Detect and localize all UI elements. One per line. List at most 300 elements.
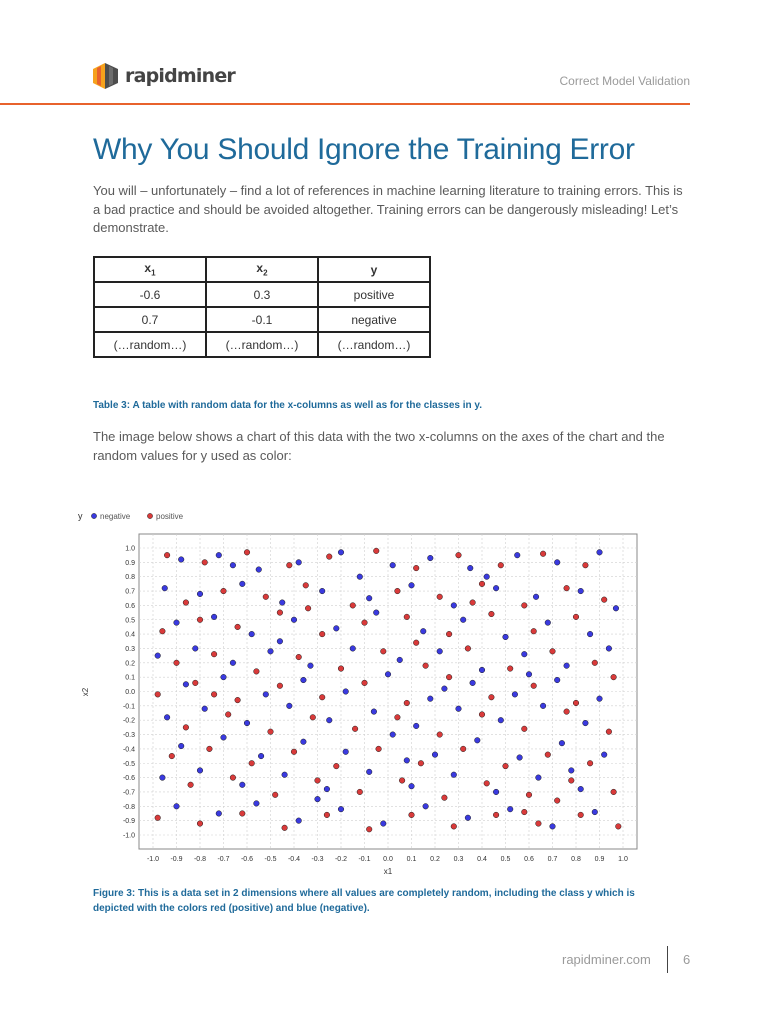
data-point-negative: [404, 758, 410, 764]
data-point-negative: [428, 696, 434, 702]
data-point-negative: [587, 631, 593, 637]
x-tick-label: 0.6: [524, 856, 534, 863]
data-point-negative: [564, 663, 570, 669]
data-point-positive: [536, 821, 542, 827]
x-tick-label: 0.3: [453, 856, 464, 863]
data-point-positive: [263, 594, 269, 600]
table-row: [94, 307, 430, 332]
x-axis-label: x1: [383, 867, 393, 876]
data-point-negative: [308, 663, 314, 669]
legend-marker: [91, 513, 96, 518]
data-point-positive: [399, 778, 405, 784]
table-cell: 0.7: [94, 307, 206, 332]
y-tick-label: 0.4: [125, 631, 135, 639]
data-point-negative: [578, 588, 584, 594]
data-point-negative: [249, 631, 255, 637]
data-point-negative: [240, 782, 246, 788]
data-point-positive: [202, 560, 208, 566]
x-tick-label: -0.5: [264, 856, 277, 863]
y-tick-label: -0.9: [122, 818, 135, 826]
data-point-positive: [183, 725, 189, 731]
data-point-negative: [545, 620, 551, 626]
data-point-negative: [178, 557, 184, 563]
data-point-negative: [155, 653, 161, 659]
data-point-positive: [616, 824, 622, 830]
y-axis-label: x2: [81, 687, 90, 697]
data-point-positive: [479, 581, 485, 587]
data-point-negative: [601, 752, 607, 758]
data-point-negative: [409, 583, 415, 589]
data-point-positive: [319, 631, 325, 637]
data-point-negative: [442, 686, 448, 692]
data-point-positive: [155, 815, 161, 821]
x-tick-label: 1.0: [618, 856, 628, 863]
data-point-negative: [413, 723, 419, 729]
data-point-positive: [587, 760, 593, 766]
data-point-negative: [258, 753, 264, 759]
data-point-negative: [315, 796, 321, 802]
data-point-positive: [211, 651, 217, 657]
x-tick-label: -0.7: [217, 856, 230, 863]
data-point-negative: [183, 682, 189, 688]
data-point-positive: [357, 789, 363, 795]
data-point-positive: [326, 554, 332, 560]
y-tick-label: -0.7: [122, 789, 135, 797]
data-point-negative: [385, 671, 391, 677]
data-point-negative: [319, 588, 325, 594]
data-point-negative: [428, 555, 434, 561]
data-point-negative: [390, 562, 396, 568]
data-point-negative: [397, 657, 403, 663]
data-point-positive: [413, 565, 419, 571]
data-point-negative: [559, 740, 565, 746]
table-cell: (…random…): [94, 332, 206, 357]
data-point-negative: [484, 574, 490, 580]
data-point-positive: [404, 614, 410, 620]
x-tick-label: -0.4: [287, 856, 301, 863]
data-point-positive: [611, 674, 617, 680]
data-point-negative: [554, 560, 560, 566]
data-point-negative: [470, 680, 476, 686]
data-point-positive: [319, 694, 325, 700]
data-point-positive: [268, 729, 274, 735]
data-point-positive: [230, 775, 236, 781]
data-point-positive: [413, 640, 419, 646]
data-point-positive: [324, 812, 330, 818]
data-point-positive: [211, 692, 217, 698]
data-point-negative: [569, 768, 575, 774]
data-point-negative: [475, 737, 481, 743]
data-point-positive: [174, 660, 180, 666]
x-tick-label: -0.2: [334, 856, 348, 863]
data-point-positive: [578, 812, 584, 818]
y-tick-label: 0.9: [125, 559, 135, 567]
x-tick-label: 0.0: [383, 856, 393, 863]
data-point-negative: [460, 617, 466, 623]
data-point-positive: [395, 715, 401, 721]
data-point-positive: [287, 562, 293, 568]
data-point-positive: [373, 548, 379, 554]
data-point-positive: [164, 552, 170, 558]
data-point-positive: [540, 551, 546, 557]
data-point-negative: [517, 755, 523, 761]
x-tick-label: 0.1: [406, 856, 417, 863]
page-number: 6: [683, 952, 691, 967]
data-point-negative: [533, 594, 539, 600]
x-tick-label: -0.8: [193, 856, 207, 863]
column-header-y: y: [318, 257, 430, 282]
data-point-negative: [193, 646, 199, 652]
data-point-negative: [409, 783, 415, 789]
y-tick-label: 0.0: [125, 689, 135, 696]
data-point-positive: [503, 763, 509, 769]
footer-divider: [667, 946, 668, 973]
table-cell: (…random…): [206, 332, 318, 357]
y-tick-label: -0.6: [122, 775, 135, 783]
x-tick-label: 0.8: [571, 856, 581, 863]
data-point-negative: [197, 591, 203, 597]
data-point-negative: [254, 801, 260, 807]
data-point-negative: [326, 717, 332, 723]
data-point-negative: [606, 646, 612, 652]
data-point-negative: [366, 595, 372, 601]
data-point-positive: [197, 617, 203, 623]
data-point-positive: [493, 812, 499, 818]
data-point-positive: [606, 729, 612, 735]
data-point-negative: [263, 692, 269, 698]
data-point-negative: [277, 638, 283, 644]
data-point-positive: [601, 597, 607, 603]
data-point-positive: [446, 674, 452, 680]
data-point-positive: [498, 562, 504, 568]
data-point-positive: [244, 550, 250, 556]
legend-label: negative: [100, 512, 131, 521]
data-point-negative: [357, 574, 363, 580]
data-point-positive: [381, 649, 387, 655]
data-point-positive: [526, 792, 532, 798]
data-point-positive: [334, 763, 340, 769]
data-point-negative: [550, 824, 556, 830]
data-point-negative: [390, 732, 396, 738]
column-header-x1: $x_1$: [94, 257, 206, 282]
data-point-negative: [451, 772, 457, 778]
data-point-negative: [279, 600, 285, 606]
y-tick-label: -1.0: [122, 832, 135, 840]
data-point-positive: [277, 683, 283, 689]
y-tick-label: 0.1: [125, 674, 135, 682]
data-point-negative: [160, 775, 166, 781]
y-axis-ticks: [123, 546, 135, 840]
figure-caption: Figure 3: This is a data set in 2 dimensions where all values are completely random, including the class y which is depicted with the colors red (positive) and blue (negative).: [93, 888, 635, 914]
data-point-positive: [437, 732, 443, 738]
data-point-negative: [216, 811, 222, 817]
data-point-positive: [362, 680, 368, 686]
data-point-negative: [467, 565, 473, 571]
data-point-negative: [230, 562, 236, 568]
data-point-negative: [597, 550, 603, 556]
x-tick-label: -0.6: [240, 856, 254, 863]
data-point-positive: [272, 792, 278, 798]
data-point-negative: [174, 620, 180, 626]
data-point-positive: [554, 798, 560, 804]
legend-label: positive: [156, 512, 184, 521]
data-point-negative: [178, 743, 184, 749]
legend-marker: [147, 513, 152, 518]
data-point-negative: [479, 667, 485, 673]
x-tick-label: 0.4: [477, 856, 487, 863]
data-point-positive: [188, 782, 194, 788]
table-cell: negative: [318, 307, 430, 332]
table-cell: -0.6: [94, 282, 206, 307]
y-tick-label: 1.0: [125, 545, 135, 553]
data-point-positive: [564, 585, 570, 591]
x-tick-label: -1.0: [146, 856, 160, 863]
data-point-positive: [366, 826, 372, 832]
data-point-negative: [202, 706, 208, 712]
data-point-positive: [169, 753, 175, 759]
data-point-negative: [493, 789, 499, 795]
y-tick-label: -0.8: [122, 803, 135, 811]
data-point-positive: [160, 628, 166, 634]
data-point-positive: [437, 594, 443, 600]
data-point-negative: [540, 703, 546, 709]
data-point-positive: [310, 715, 316, 721]
data-point-negative: [221, 735, 227, 741]
data-point-negative: [432, 752, 438, 758]
data-point-negative: [211, 614, 217, 620]
data-point-positive: [296, 654, 302, 660]
x-tick-label: -0.9: [170, 856, 183, 863]
data-point-positive: [522, 726, 528, 732]
data-point-negative: [338, 806, 344, 812]
data-point-negative: [256, 567, 262, 573]
data-point-negative: [296, 818, 302, 824]
data-point-positive: [362, 620, 368, 626]
table-row: [94, 332, 430, 357]
data-point-negative: [456, 706, 462, 712]
data-point-positive: [305, 605, 311, 611]
data-point-positive: [277, 610, 283, 616]
data-point-positive: [291, 749, 297, 755]
data-point-positive: [522, 809, 528, 815]
data-point-positive: [235, 697, 241, 703]
data-point-negative: [197, 768, 203, 774]
data-point-negative: [597, 696, 603, 702]
data-point-negative: [514, 552, 520, 558]
data-point-positive: [545, 752, 551, 758]
data-point-positive: [282, 825, 288, 831]
y-tick-label: 0.8: [125, 574, 135, 582]
data-point-positive: [423, 663, 429, 669]
data-point-negative: [162, 585, 168, 591]
data-point-positive: [522, 603, 528, 609]
data-point-positive: [155, 692, 161, 698]
table-cell: 0.3: [206, 282, 318, 307]
data-point-positive: [254, 669, 260, 675]
y-tick-label: 0.5: [125, 617, 135, 625]
data-point-negative: [301, 739, 307, 745]
data-point-negative: [554, 677, 560, 683]
data-point-negative: [493, 585, 499, 591]
logo-text: rapidminer: [125, 65, 235, 87]
data-point-positive: [583, 562, 589, 568]
document-title: Correct Model Validation: [559, 74, 690, 88]
x-tick-label: 0.9: [594, 856, 605, 863]
data-point-negative: [301, 677, 307, 683]
data-point-positive: [489, 611, 495, 617]
data-point-negative: [343, 689, 349, 695]
x-tick-label: 0.5: [500, 856, 511, 863]
data-point-positive: [611, 789, 617, 795]
data-point-positive: [470, 600, 476, 606]
table-cell: positive: [318, 282, 430, 307]
data-point-positive: [221, 588, 227, 594]
data-point-positive: [592, 660, 598, 666]
data-point-negative: [613, 605, 619, 611]
data-point-negative: [216, 552, 222, 558]
table-caption: Table 3: A table with random data for the x-columns as well as for the classes in y.: [93, 400, 482, 411]
scatter-chart: [78, 506, 646, 878]
table-row: [94, 282, 430, 307]
data-point-positive: [489, 694, 495, 700]
data-point-negative: [498, 717, 504, 723]
data-point-negative: [343, 749, 349, 755]
data-point-positive: [235, 624, 241, 630]
data-point-positive: [315, 778, 321, 784]
data-point-negative: [164, 715, 170, 721]
y-tick-label: 0.3: [125, 645, 135, 653]
data-point-negative: [512, 692, 518, 698]
data-point-positive: [573, 614, 579, 620]
data-point-negative: [381, 821, 387, 827]
data-point-positive: [569, 778, 575, 784]
data-point-negative: [230, 660, 236, 666]
data-point-negative: [334, 626, 340, 632]
y-tick-label: -0.2: [122, 717, 135, 725]
data-point-negative: [324, 786, 330, 792]
data-point-negative: [507, 806, 513, 812]
y-tick-label: -0.3: [122, 732, 135, 740]
data-point-positive: [338, 666, 344, 672]
legend-title: y: [78, 511, 83, 521]
data-point-positive: [573, 700, 579, 706]
data-point-positive: [550, 649, 556, 655]
rapidminer-logo-icon: [91, 60, 121, 92]
data-point-negative: [522, 651, 528, 657]
data-point-positive: [395, 588, 401, 594]
x-axis-ticks: [147, 856, 628, 863]
y-tick-label: -0.5: [122, 760, 135, 768]
data-point-positive: [456, 552, 462, 558]
data-point-positive: [507, 666, 513, 672]
data-point-negative: [465, 815, 471, 821]
data-point-positive: [350, 603, 356, 609]
footer-url[interactable]: rapidminer.com: [562, 952, 651, 967]
data-table: [93, 256, 431, 358]
data-point-negative: [371, 709, 377, 715]
y-tick-label: 0.2: [125, 660, 135, 668]
data-point-positive: [460, 746, 466, 752]
data-point-positive: [418, 760, 424, 766]
data-point-positive: [197, 821, 203, 827]
data-point-negative: [221, 674, 227, 680]
data-point-negative: [373, 610, 379, 616]
data-point-positive: [376, 746, 382, 752]
data-point-positive: [564, 709, 570, 715]
y-tick-label: 0.6: [125, 602, 135, 610]
x-tick-label: -0.3: [311, 856, 324, 863]
data-point-negative: [268, 649, 274, 655]
data-point-positive: [249, 760, 255, 766]
data-point-negative: [420, 628, 426, 634]
data-point-negative: [174, 804, 180, 810]
y-tick-label: 0.7: [125, 588, 135, 596]
data-point-positive: [183, 600, 189, 606]
column-header-x2: $x_2$: [206, 257, 318, 282]
data-point-negative: [282, 772, 288, 778]
y-tick-label: -0.1: [122, 703, 135, 711]
data-point-negative: [592, 809, 598, 815]
data-point-positive: [352, 726, 358, 732]
data-point-positive: [404, 700, 410, 706]
data-point-negative: [437, 649, 443, 655]
data-point-negative: [240, 581, 246, 587]
data-point-negative: [503, 634, 509, 640]
data-point-negative: [338, 550, 344, 556]
data-point-negative: [526, 671, 532, 677]
data-point-positive: [193, 680, 199, 686]
table-cell: -0.1: [206, 307, 318, 332]
data-point-positive: [479, 712, 485, 718]
section-heading: Why You Should Ignore the Training Error: [93, 133, 635, 166]
rapidminer-logo: [91, 60, 235, 92]
data-point-positive: [442, 795, 448, 801]
chart-intro-paragraph: The image below shows a chart of this data with the two x-columns on the axes of the chart and the random values for y used as color:: [93, 429, 665, 463]
data-point-positive: [303, 583, 309, 589]
chart-legend: [78, 511, 184, 521]
data-point-positive: [225, 712, 231, 718]
data-point-negative: [583, 720, 589, 726]
x-tick-label: 0.7: [547, 856, 558, 863]
data-point-negative: [296, 560, 302, 566]
data-point-negative: [536, 775, 542, 781]
data-point-positive: [531, 683, 537, 689]
data-point-positive: [446, 631, 452, 637]
data-point-negative: [578, 786, 584, 792]
header-divider: [0, 103, 690, 105]
x-tick-label: -0.1: [358, 856, 371, 863]
data-point-positive: [409, 812, 415, 818]
data-point-negative: [244, 720, 250, 726]
data-point-negative: [366, 769, 372, 775]
data-point-negative: [287, 703, 293, 709]
data-point-negative: [451, 603, 457, 609]
intro-paragraph: You will – unfortunately – find a lot of references in machine learning literature to training errors. This is a bad practice and should be avoided altogether. Training errors can be dangerously misleading! Let’s demonstrate.: [93, 183, 683, 235]
x-tick-label: 0.2: [430, 856, 440, 863]
data-point-positive: [531, 628, 537, 634]
y-tick-label: -0.4: [122, 746, 135, 754]
data-point-negative: [423, 804, 429, 810]
data-point-positive: [207, 746, 213, 752]
table-header-row: [94, 257, 430, 282]
data-point-positive: [465, 646, 471, 652]
data-point-positive: [484, 781, 490, 787]
data-point-negative: [291, 617, 297, 623]
data-point-positive: [240, 811, 246, 817]
data-point-positive: [451, 824, 457, 830]
table-cell: (…random…): [318, 332, 430, 357]
data-point-negative: [350, 646, 356, 652]
